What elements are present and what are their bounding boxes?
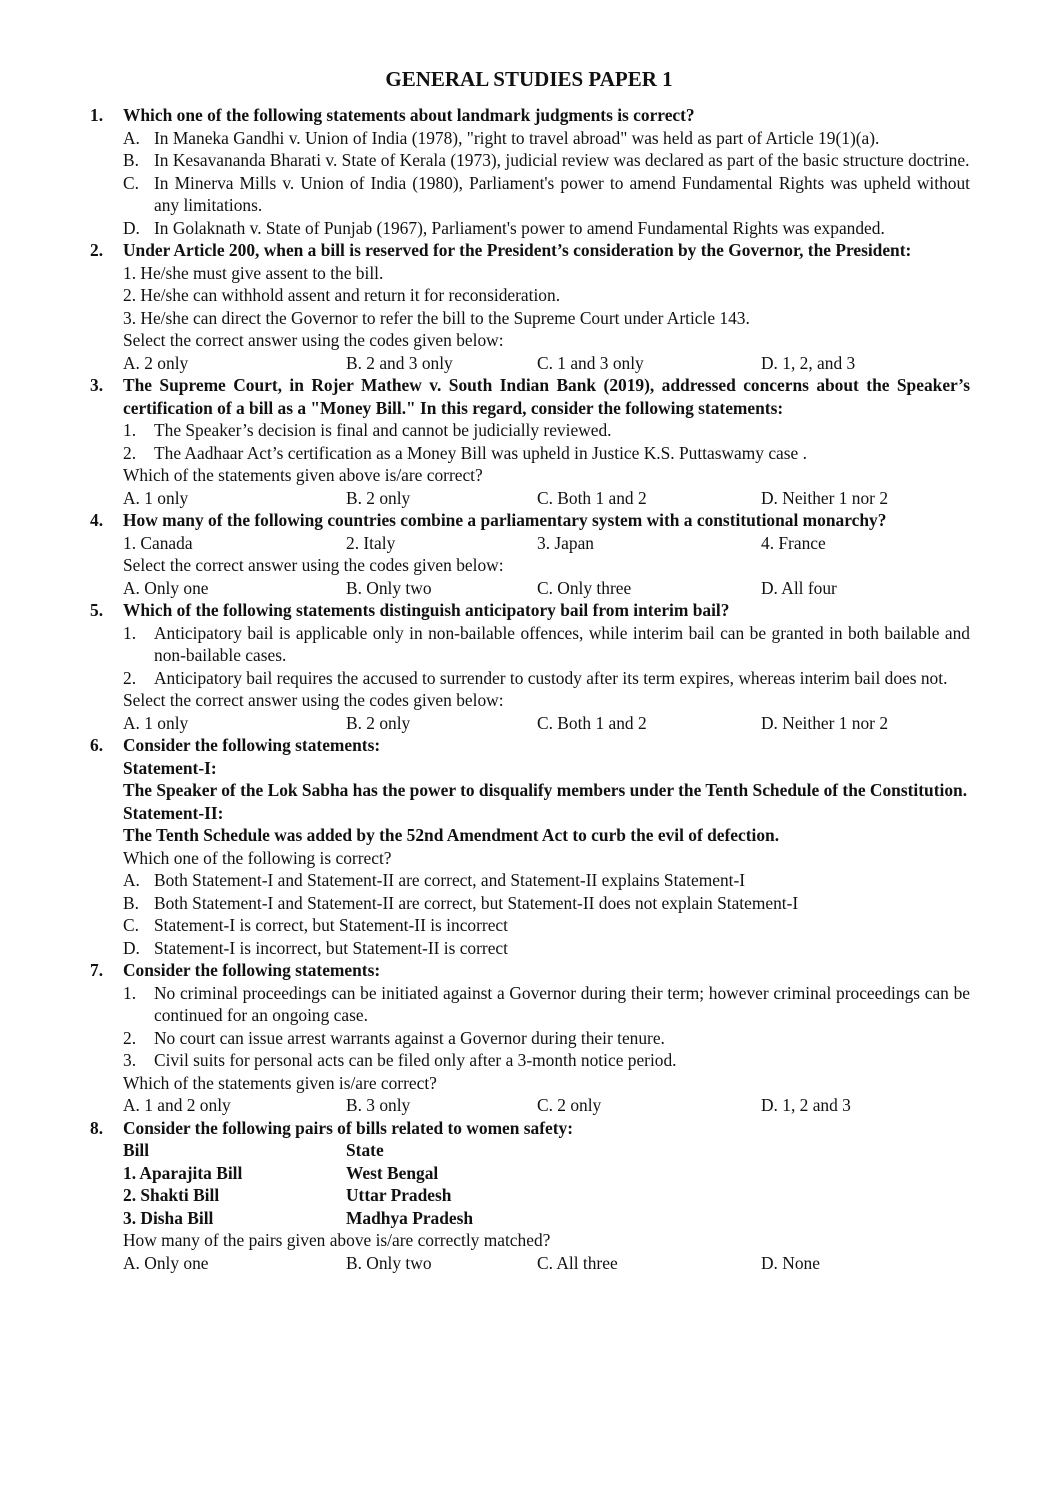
bill-name: 1. Aparajita Bill — [123, 1162, 243, 1183]
option-c — [123, 914, 970, 937]
option-d — [123, 217, 970, 240]
answer-choice: A. 2 only — [123, 352, 189, 373]
pair-row — [123, 1162, 970, 1185]
statement-2 — [123, 442, 970, 465]
answer-choice: B. Only two — [346, 577, 432, 598]
option-text: In Minerva Mills v. Union of India (1980), Parliament's power to amend Fundamental Rights was upheld without any limitations. — [154, 172, 970, 215]
option-b — [123, 892, 970, 915]
question-number: 5. — [90, 600, 104, 620]
state-name: Madhya Pradesh — [346, 1207, 474, 1228]
statement-line: 3. He/she can direct the Governor to refer the bill to the Supreme Court under Article 143. — [123, 307, 750, 328]
instruction-line: Select the correct answer using the codes given below: — [123, 690, 504, 710]
answer-choice: B. Only two — [346, 1252, 432, 1273]
state-name: West Bengal — [346, 1162, 439, 1183]
answer-choices — [123, 577, 970, 600]
question-number: 1. — [90, 105, 104, 125]
statement-text: Anticipatory bail is applicable only in non-bailable offences, while interim bail can be granted in both bailable and non-bailable cases. — [154, 622, 970, 665]
question-number: 7. — [90, 960, 104, 980]
question-text: Consider the following statements: — [123, 960, 381, 980]
option-label: D. — [123, 217, 140, 238]
question-8 — [90, 1117, 970, 1275]
answer-choice: C. Only three — [537, 577, 632, 598]
column-header-state: State — [346, 1140, 384, 1160]
statement-label: 1. — [123, 622, 137, 643]
answer-choice: D. All four — [761, 577, 837, 598]
option-text: Statement-I is incorrect, but Statement-II is correct — [154, 937, 508, 958]
option-d — [123, 937, 970, 960]
question-list — [90, 104, 970, 1274]
country-item: 4. France — [761, 532, 826, 553]
option-text: In Maneka Gandhi v. Union of India (1978), "right to travel abroad" was held as part of Article 19(1)(a). — [154, 127, 880, 148]
question-text: How many of the following countries combine a parliamentary system with a constitutional monarchy? — [123, 510, 887, 530]
answer-choices — [123, 1094, 970, 1117]
pair-row — [123, 1184, 970, 1207]
answer-choices — [123, 487, 970, 510]
answer-choice: C. 2 only — [537, 1095, 602, 1115]
answer-choices — [123, 712, 970, 735]
instruction-line: Which one of the following is correct? — [123, 847, 392, 868]
statement-1-text: The Speaker of the Lok Sabha has the power to disqualify members under the Tenth Schedule of the Constitution. — [123, 780, 968, 800]
answer-choices — [123, 1252, 970, 1275]
question-text: Consider the following pairs of bills related to women safety: — [123, 1117, 574, 1138]
statement-label: 2. — [123, 1027, 137, 1048]
statement-label: 3. — [123, 1050, 137, 1070]
option-label: A. — [123, 127, 140, 148]
answer-choices — [123, 352, 970, 375]
option-label: C. — [123, 172, 139, 193]
question-text: Which one of the following statements about landmark judgments is correct? — [123, 105, 695, 125]
statement-1 — [123, 622, 970, 667]
question-number: 8. — [90, 1117, 104, 1138]
answer-choice: A. Only one — [123, 577, 209, 598]
answer-choice: B. 2 and 3 only — [346, 352, 453, 373]
bill-name: 2. Shakti Bill — [123, 1185, 220, 1205]
state-name: Uttar Pradesh — [346, 1185, 452, 1205]
answer-choice: C. Both 1 and 2 — [537, 712, 647, 733]
answer-choice: D. 1, 2 and 3 — [761, 1095, 851, 1115]
question-number: 6. — [90, 735, 104, 755]
option-label: C. — [123, 915, 139, 935]
option-text: In Kesavananda Bharati v. State of Kerala (1973), judicial review was declared as part of the basic structure doctrine. — [154, 150, 970, 170]
answer-choice: C. Both 1 and 2 — [537, 487, 647, 508]
instruction-line: Select the correct answer using the codes given below: — [123, 330, 504, 350]
question-number: 3. — [90, 375, 104, 395]
answer-choice: A. 1 only — [123, 712, 189, 733]
question-text: Which of the following statements distinguish anticipatory bail from interim bail? — [123, 600, 730, 620]
statement-text: Anticipatory bail requires the accused to surrender to custody after its term expires, whereas interim bail does not. — [154, 667, 948, 688]
option-label: D. — [123, 937, 140, 958]
answer-choice: D. None — [761, 1252, 820, 1273]
answer-choice: C. 1 and 3 only — [537, 352, 644, 373]
statement-1-label: Statement-I: — [123, 757, 217, 778]
option-text: Both Statement-I and Statement-II are correct, but Statement-II does not explain Statement-I — [154, 892, 799, 913]
option-text: Both Statement-I and Statement-II are correct, and Statement-II explains Statement-I — [154, 870, 746, 890]
statement-label: 2. — [123, 667, 137, 688]
question-1 — [90, 104, 970, 239]
instruction-line: Select the correct answer using the codes given below: — [123, 555, 504, 575]
option-label: B. — [123, 150, 139, 170]
question-text: Consider the following statements: — [123, 735, 381, 755]
statement-3 — [123, 1049, 970, 1072]
question-4 — [90, 509, 970, 599]
question-number: 2. — [90, 240, 104, 260]
answer-choice: B. 3 only — [346, 1095, 411, 1115]
question-number: 4. — [90, 510, 104, 530]
statement-text: The Speaker’s decision is final and cannot be judicially reviewed. — [154, 420, 612, 440]
option-label: A. — [123, 870, 140, 890]
instruction-line: How many of the pairs given above is/are correctly matched? — [123, 1230, 551, 1250]
statement-label: 1. — [123, 982, 137, 1003]
instruction-line: Which of the statements given is/are correct? — [123, 1072, 437, 1093]
answer-choice: B. 2 only — [346, 712, 411, 733]
question-3 — [90, 374, 970, 509]
statement-1 — [123, 982, 970, 1027]
statement-2-label: Statement-II: — [123, 802, 224, 823]
country-item: 2. Italy — [346, 532, 396, 553]
statement-2 — [123, 1027, 970, 1050]
answer-choice: D. 1, 2, and 3 — [761, 352, 856, 373]
answer-choice: D. Neither 1 nor 2 — [761, 712, 889, 733]
country-item: 3. Japan — [537, 532, 594, 553]
question-text: The Supreme Court, in Rojer Mathew v. South Indian Bank (2019), addressed concerns about the Speaker’s certification of a bill as a "Money Bill." In this regard, consider the following statements: — [123, 375, 970, 418]
statement-label: 2. — [123, 442, 137, 463]
statement-text: The Aadhaar Act’s certification as a Money Bill was upheld in Justice K.S. Puttaswamy case . — [154, 442, 807, 463]
option-b — [123, 149, 970, 172]
question-7 — [90, 959, 970, 1117]
country-list — [123, 532, 970, 555]
option-c — [123, 172, 970, 217]
pair-row — [123, 1207, 970, 1230]
statement-2-text: The Tenth Schedule was added by the 52nd Amendment Act to curb the evil of defection. — [123, 825, 780, 845]
answer-choice: A. 1 and 2 only — [123, 1095, 231, 1115]
question-6 — [90, 734, 970, 959]
pairs-table-header — [123, 1139, 970, 1162]
answer-choice: B. 2 only — [346, 487, 411, 508]
statement-text: Civil suits for personal acts can be filed only after a 3-month notice period. — [154, 1050, 677, 1070]
question-text: Under Article 200, when a bill is reserved for the President’s consideration by the Governor, the President: — [123, 240, 912, 260]
answer-choice: C. All three — [537, 1252, 618, 1273]
statement-1 — [123, 419, 970, 442]
answer-choice: A. Only one — [123, 1252, 209, 1273]
answer-choice: D. Neither 1 nor 2 — [761, 487, 889, 508]
statement-label: 1. — [123, 420, 137, 440]
statement-line: 2. He/she can withhold assent and return it for reconsideration. — [123, 285, 561, 305]
column-header-bill: Bill — [123, 1140, 150, 1160]
option-label: B. — [123, 892, 139, 913]
page-title: GENERAL STUDIES PAPER 1 — [385, 67, 673, 91]
option-text: Statement-I is correct, but Statement-II is incorrect — [154, 915, 508, 935]
statement-text: No criminal proceedings can be initiated against a Governor during their term; however criminal proceedings can be continued for an ongoing case. — [154, 982, 970, 1025]
bill-name: 3. Disha Bill — [123, 1207, 214, 1228]
question-5 — [90, 599, 970, 734]
statement-line: 1. He/she must give assent to the bill. — [123, 262, 384, 283]
question-2 — [90, 239, 970, 374]
instruction-line: Which of the statements given above is/are correct? — [123, 465, 483, 485]
country-item: 1. Canada — [123, 532, 193, 553]
option-a — [123, 127, 970, 150]
statement-text: No court can issue arrest warrants against a Governor during their tenure. — [154, 1027, 665, 1048]
option-text: In Golaknath v. State of Punjab (1967), Parliament's power to amend Fundamental Rights was expanded. — [154, 217, 885, 238]
statement-2 — [123, 667, 970, 690]
option-a — [123, 869, 970, 892]
answer-choice: A. 1 only — [123, 487, 189, 508]
